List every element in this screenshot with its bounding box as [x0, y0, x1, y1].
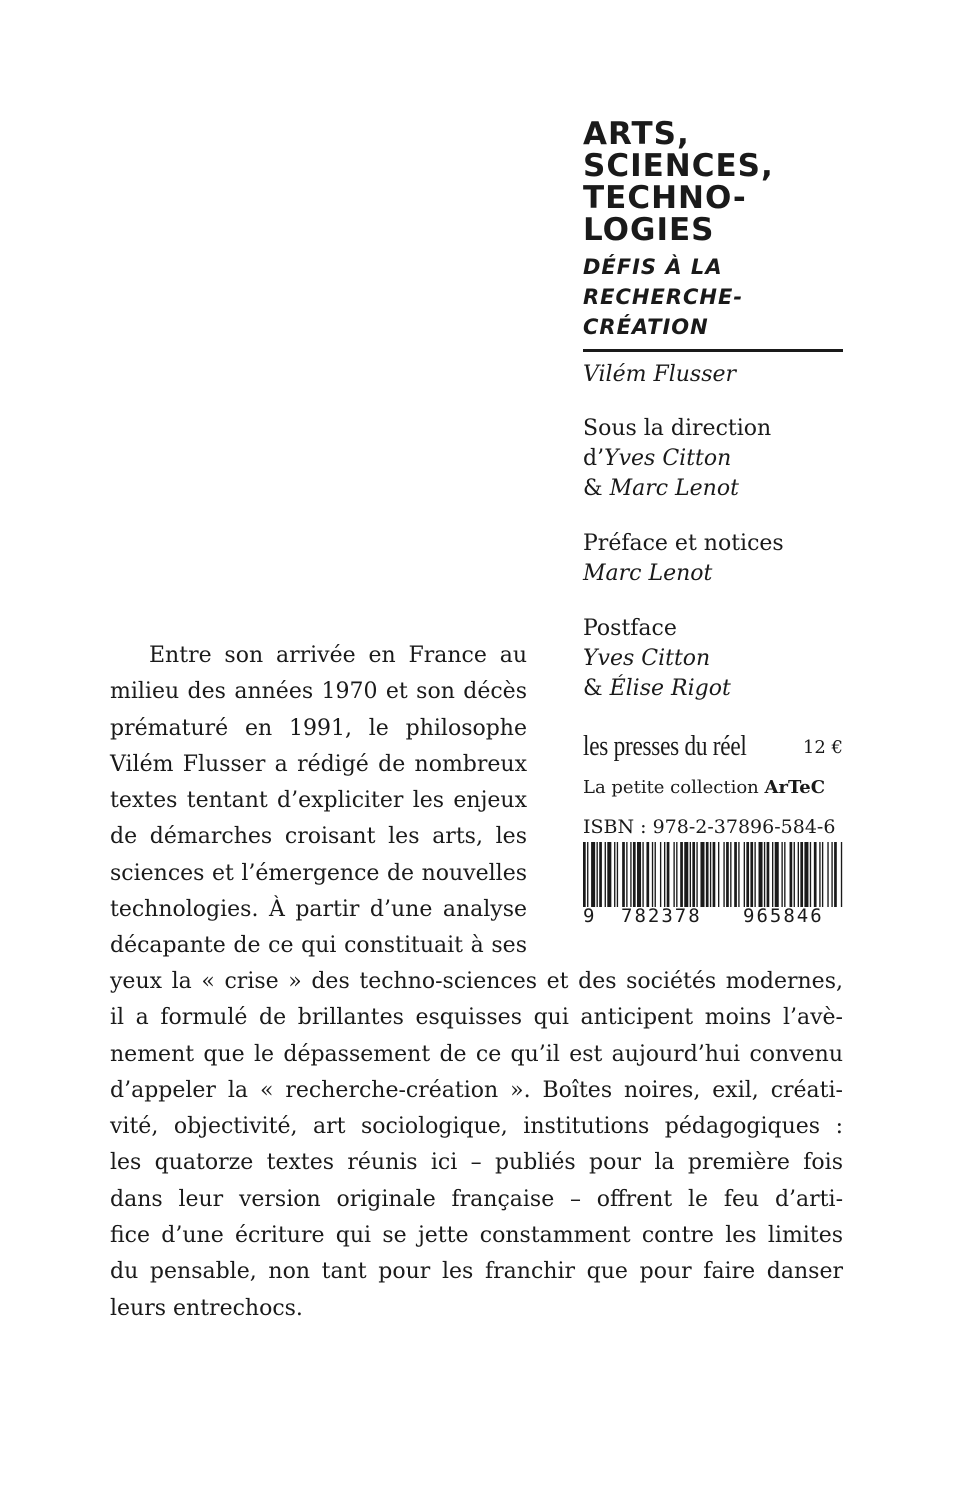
barcode-bar	[822, 842, 823, 907]
blurb-line: Vilém Flusser a rédigé de nombreux	[110, 751, 527, 777]
direction-line-1	[583, 444, 853, 474]
barcode-bar	[660, 842, 661, 907]
blurb-line: les quatorze textes réunis ici – publiés pour la première fois	[110, 1150, 843, 1176]
barcode-bar	[617, 842, 618, 907]
barcode-bar	[642, 842, 643, 907]
barcode-digits	[583, 904, 843, 930]
blurb-line: décapante de ce qui constituait à ses	[110, 933, 527, 959]
preface-name: Marc Lenot	[583, 561, 713, 586]
title-line: SCIENCES,	[583, 148, 774, 184]
barcode-bar	[706, 842, 709, 907]
barcode-bar	[633, 842, 636, 907]
direction-name-1: Yves Citton	[604, 446, 732, 471]
barcode-bar	[700, 842, 704, 907]
barcode-bar	[630, 842, 631, 907]
barcode-bar	[810, 842, 811, 907]
barcode-bar	[734, 842, 737, 907]
barcode-bar	[814, 842, 817, 907]
barcode-bar	[772, 842, 773, 907]
blurb-line: textes tentant d’expliciter les enjeux	[110, 788, 527, 814]
blurb-line: leurs entrechocs.	[110, 1295, 303, 1321]
direction-credit	[583, 414, 853, 504]
blurb-line: sciences et l’émergence de nouvelles	[110, 860, 527, 886]
barcode-bar	[775, 842, 779, 907]
barcode-bar	[798, 842, 799, 907]
barcode-bar	[750, 842, 753, 907]
barcode-bar	[744, 842, 745, 907]
barcode-bar	[637, 842, 641, 907]
blurb-line: fice d’une écriture qui se jette constamment contre les limites	[110, 1223, 843, 1249]
postface-name-1: Yves Citton	[583, 646, 711, 671]
postface-label: Postface	[583, 616, 677, 641]
barcode-bar	[790, 842, 793, 907]
title-divider	[583, 349, 843, 352]
barcode-bar	[626, 842, 627, 907]
barcode-bar	[723, 842, 724, 907]
barcode-bar	[834, 842, 837, 907]
publisher-row	[583, 728, 843, 768]
direction-label: Sous la direction	[583, 416, 772, 441]
price: 12 €	[802, 737, 843, 758]
blurb-wide-column	[110, 964, 843, 1327]
blurb-line: dans leur version originale française – offrent le feu d’arti-	[110, 1186, 843, 1212]
barcode-bar	[841, 842, 842, 907]
direction-prefix: d’	[583, 446, 605, 471]
barcode-bar	[583, 842, 586, 907]
barcode-bar	[730, 842, 731, 907]
ampersand: &	[583, 476, 610, 501]
barcode-bar	[713, 842, 716, 907]
barcode-bar	[794, 842, 795, 907]
barcode-bar	[781, 842, 782, 907]
barcode-bar	[655, 842, 656, 907]
postface-line-1	[583, 644, 853, 674]
barcode-bar	[597, 842, 598, 907]
barcode-bar	[767, 842, 770, 907]
barcode-bar	[684, 842, 688, 907]
blurb-line: de démarches croisant les arts, les	[110, 824, 527, 850]
ampersand: &	[583, 676, 610, 701]
collection-brand: ArTeC	[764, 777, 826, 798]
book-title	[583, 118, 883, 246]
direction-line-2	[583, 474, 853, 504]
subtitle-line: CRÉATION	[583, 315, 709, 339]
blurb-line: milieu des années 1970 et son décès	[110, 679, 527, 705]
barcode-bar	[676, 842, 677, 907]
blurb-line: il a formulé de brillantes esquisses qui anticipent moins l’avè-	[110, 1005, 843, 1031]
barcode-bar	[726, 842, 729, 907]
barcode-bar	[692, 842, 695, 907]
book-subtitle	[583, 252, 883, 342]
barcode-bar	[764, 842, 765, 907]
blurb-line: yeux la « crise » des techno-sciences et des sociétés modernes,	[110, 969, 843, 994]
postface-line-2	[583, 674, 853, 704]
title-line: ARTS,	[583, 116, 690, 152]
barcode-bar	[819, 842, 820, 907]
barcode-bar	[646, 842, 649, 907]
author-text: Vilém Flusser	[583, 362, 737, 387]
author-name	[583, 360, 853, 390]
barcode-bar	[587, 842, 588, 907]
barcode-digit-group: 782378	[621, 905, 702, 927]
collection-name	[583, 774, 853, 802]
publisher-logo: les presses du réel	[583, 730, 747, 762]
barcode-bar	[614, 842, 615, 907]
blurb-line: prématuré en 1991, le philosophe	[110, 715, 527, 741]
blurb-line: vité, objectivité, art sociologique, institutions pédagogiques :	[110, 1114, 843, 1140]
title-line: TECHNO-	[583, 180, 747, 216]
barcode-bar	[652, 842, 653, 907]
barcode-bar	[667, 842, 670, 907]
barcode-bar	[754, 842, 755, 907]
barcode-bar	[746, 842, 749, 907]
barcode-bar	[664, 842, 665, 907]
barcode-bar	[690, 842, 691, 907]
blurb-line: nement que le dépassement de ce qu’il est aujourd’hui convenu	[110, 1041, 843, 1067]
barcode-digit-group: 9	[583, 905, 597, 927]
barcode-bar	[759, 842, 763, 907]
direction-name-2: Marc Lenot	[609, 476, 739, 501]
barcode-bar	[599, 842, 602, 907]
barcode-bar	[718, 842, 719, 907]
barcode-bar	[804, 842, 808, 907]
preface-label: Préface et notices	[583, 531, 784, 556]
subtitle-line: DÉFIS À LA	[583, 255, 723, 279]
barcode-bar	[673, 842, 674, 907]
barcode-bar	[800, 842, 803, 907]
barcode-bar	[680, 842, 683, 907]
postface-name-2: Élise Rigot	[609, 676, 731, 701]
subtitle-line: RECHERCHE-	[583, 285, 744, 309]
blurb-narrow-column	[110, 638, 527, 965]
preface-credit	[583, 529, 853, 589]
barcode-bar	[607, 842, 611, 907]
barcode	[583, 842, 843, 907]
barcode-bar	[591, 842, 595, 907]
collection-prefix: La petite collection	[583, 777, 765, 798]
barcode-bar	[710, 842, 711, 907]
blurb-line: du pensable, non tant pour les franchir que pour faire danser	[110, 1259, 843, 1285]
title-line: LOGIES	[583, 212, 715, 248]
preface-line	[583, 559, 853, 589]
barcode-bar	[738, 842, 739, 907]
barcode-digit-group: 965846	[743, 905, 824, 927]
barcode-bar	[605, 842, 606, 907]
barcode-bar	[784, 842, 785, 907]
isbn: ISBN : 978-2-37896-584-6	[583, 816, 836, 838]
barcode-bar	[831, 842, 832, 907]
postface-credit	[583, 614, 853, 704]
blurb-line: technologies. À partir d’une analyse	[110, 897, 527, 923]
barcode-bar	[622, 842, 625, 907]
blurb-line: Entre son arrivée en France au	[149, 643, 527, 668]
barcode-bar	[827, 842, 828, 907]
barcode-bar	[696, 842, 697, 907]
blurb-line: d’appeler la « recherche-création ». Boîtes noires, exil, créati-	[110, 1077, 843, 1103]
